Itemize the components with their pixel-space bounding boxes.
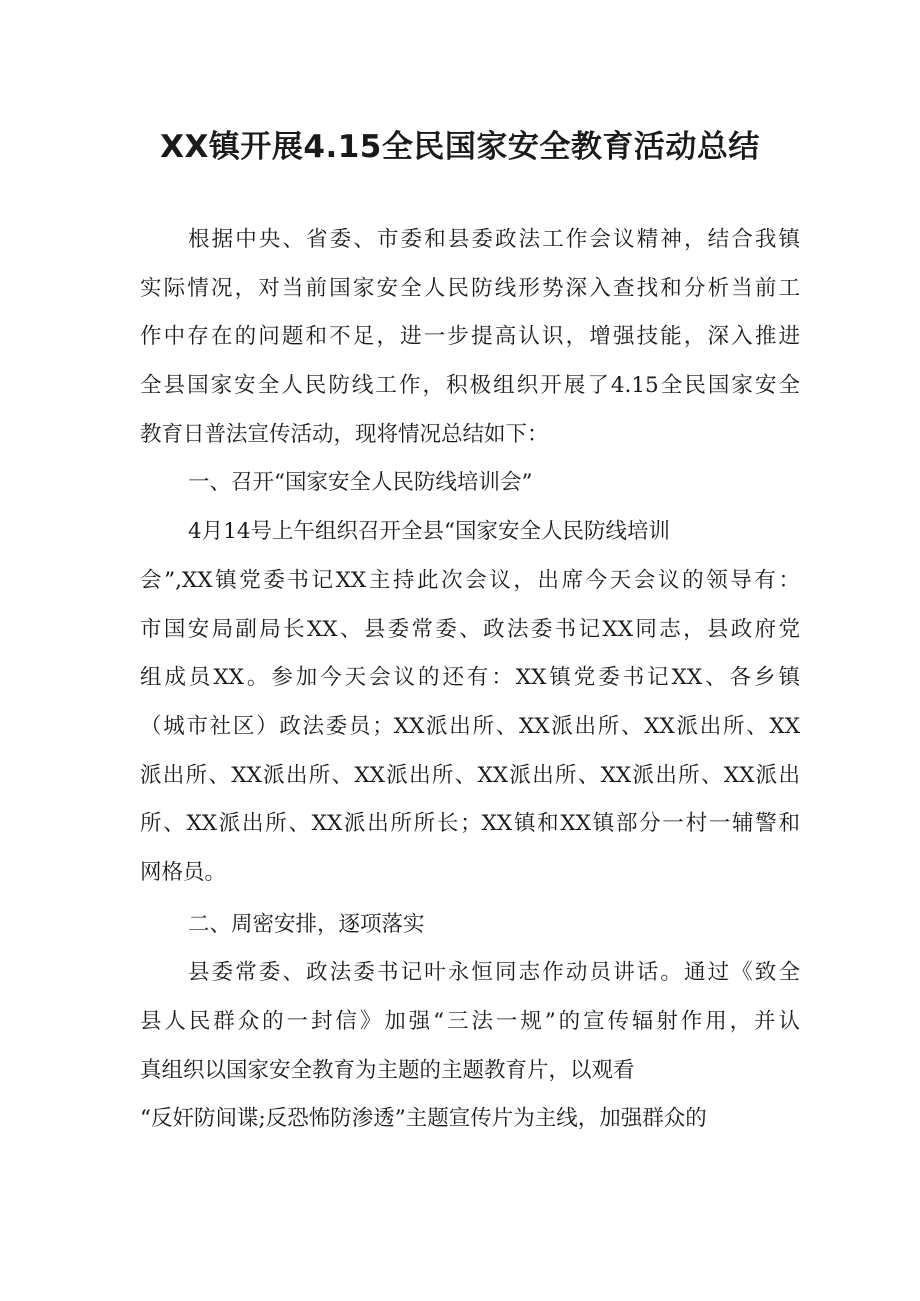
- text-line: 根据中央、省委、市委和县委政法工作会议精神，结合我镇: [188, 227, 800, 252]
- text-line: 作中存在的问题和不足，进一步提高认识，增强技能，深入推进: [140, 324, 800, 350]
- text-line: 真组织以国家安全教育为主题的主题教育片，以观看: [140, 1057, 635, 1083]
- text-line: 所、XX派出所、XX派出所所长；XX镇和XX镇部分一村一辅警和: [140, 811, 800, 837]
- section-heading-1: [140, 459, 800, 508]
- text-line: 全县国家安全人民防线工作，积极组织开展了4.15全民国家安全: [140, 373, 800, 399]
- text-line: 4月14号上午组织召开全县“国家安全人民防线培训: [188, 519, 671, 545]
- text-line: 会”,XX镇党委书记XX主持此次会议，出席今天会议的领导有：: [140, 567, 800, 593]
- text-line: 县人民群众的一封信》加强“三法一规”的宣传辐射作用，并认: [140, 1009, 800, 1034]
- text-line: （城市社区）政法委员；XX派出所、XX派出所、XX派出所、XX: [140, 713, 800, 739]
- text-line: 实际情况，对当前国家安全人民防线形势深入查找和分析当前工: [140, 275, 800, 301]
- text-line: 教育日普法宣传活动，现将情况总结如下：: [140, 421, 549, 447]
- document-body: [140, 216, 800, 1144]
- text-line: 网格员。: [140, 859, 227, 885]
- text-line: “反奸防间谍;反恐怖防渗透”主题宣传片为主线，加强群众的: [140, 1106, 707, 1132]
- text-line: 派出所、XX派出所、XX派出所、XX派出所、XX派出所、XX派出: [140, 762, 800, 788]
- paragraph-section-2: [140, 949, 800, 1144]
- paragraph-section-1: [140, 508, 800, 898]
- text-line: 县委常委、政法委书记叶永恒同志作动员讲话。通过《致全: [188, 960, 800, 986]
- heading-text: 二、周密安排，逐项落实: [188, 911, 425, 937]
- text-line: 组成员XX。参加今天会议的还有：XX镇党委书记XX、各乡镇: [140, 665, 800, 691]
- section-heading-2: [140, 901, 800, 950]
- heading-text: 一、召开“国家安全人民防线培训会”: [188, 470, 533, 496]
- document-title: XX镇开展4.15全民国家安全教育活动总结: [160, 129, 760, 165]
- paragraph-intro: [140, 216, 800, 459]
- text-line: 市国安局副局长XX、县委常委、政法委书记XX同志，县政府党: [140, 616, 800, 642]
